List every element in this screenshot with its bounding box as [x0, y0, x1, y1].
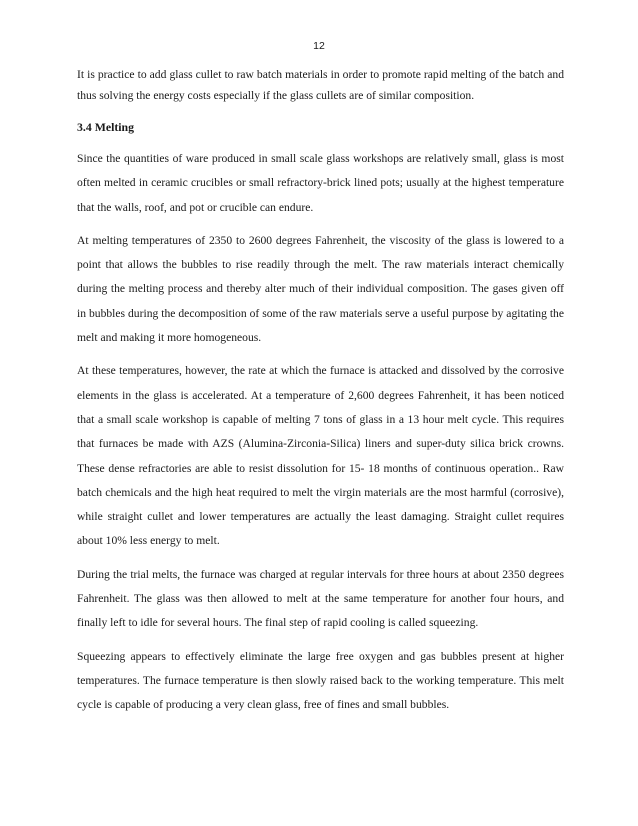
body-paragraph: Since the quantities of ware produced in small scale glass workshops are relatively small, glass is most often melted in ceramic crucibles or small refractory-brick lined pots; usually at the highest temperature that the walls, roof, and pot or crucible can endure. [77, 152, 564, 214]
body-paragraph: At melting temperatures of 2350 to 2600 degrees Fahrenheit, the viscosity of the glass is lowered to a point that allows the bubbles to rise readily through the melt. The raw materials interact chemically during the melting process and thereby alter much of their individual composition. The gases given off in bubbles during the decomposition of some of the raw materials serve a useful purpose by agitating the melt and making it more homogeneous. [77, 233, 564, 345]
intro-paragraph: It is practice to add glass cullet to raw batch materials in order to promote rapid melting of the batch and thus solving the energy costs especially if the glass cullets are of similar composition. [77, 68, 564, 102]
section-heading: 3.4 Melting [77, 120, 135, 134]
body-paragraph: At these temperatures, however, the rate at which the furnace is attacked and dissolved by the corrosive elements in the glass is accelerated. At a temperature of 2,600 degrees Fahrenheit, it has been noticed that a small scale workshop is capable of melting 7 tons of glass in a 13 hour melt cycle. This requires that furnaces be made with AZS (Alumina-Zirconia-Silica) liners and super-duty silica brick crowns. These dense refractories are able to resist dissolution for 15- 18 months of continuous operation.. Raw batch chemicals and the high heat required to melt the virgin materials are the most harmful (corrosive), while straight cullet and lower temperatures are actually the least damaging. Straight cullet requires about 10% less energy to melt. [77, 364, 564, 548]
body-paragraph: During the trial melts, the furnace was charged at regular intervals for three hours at about 2350 degrees Fahrenheit. The glass was then allowed to melt at the same temperature for another four hours, and finally left to idle for several hours. The final step of rapid cooling is called squeezing. [77, 567, 564, 630]
document-body [77, 64, 564, 718]
body-paragraph: Squeezing appears to effectively eliminate the large free oxygen and gas bubbles present at higher temperatures. The furnace temperature is then slowly raised back to the working temperature. This melt cycle is capable of producing a very clean glass, free of fines and small bubbles. [77, 649, 564, 712]
page-number: 12 [313, 40, 325, 52]
